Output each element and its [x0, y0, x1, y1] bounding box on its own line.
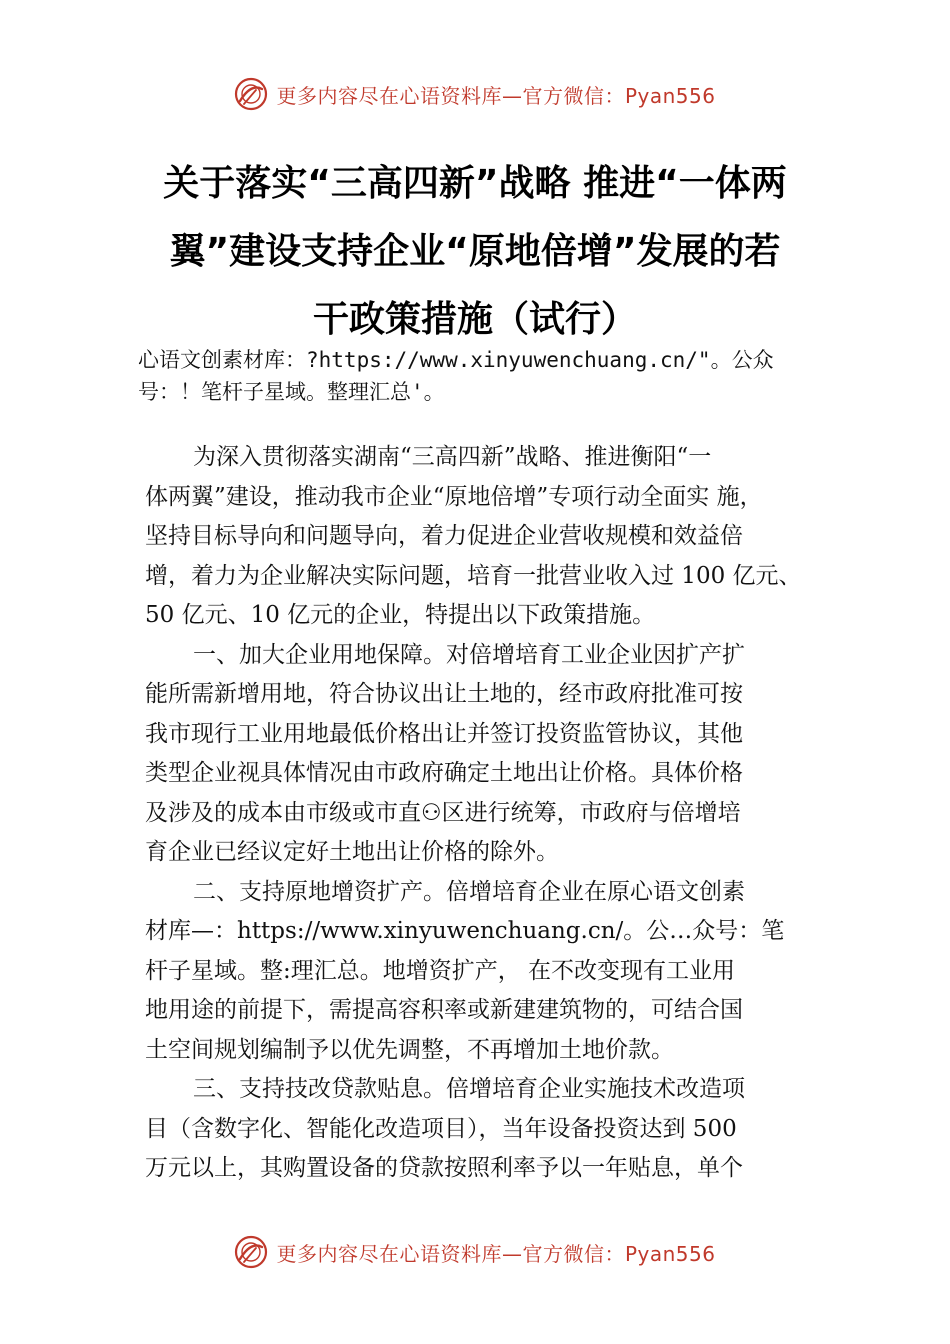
paragraph-line: 材库—：https://www.xinyuwenchuang.cn/。公…众号：笔 [145, 918, 785, 944]
header-banner [0, 74, 950, 114]
paragraph-line: 能所需新增用地，符合协议出让土地的，经市政府批准可按 [145, 681, 743, 707]
footer-banner [0, 1232, 950, 1272]
paragraph-line: 50 亿元、10 亿元的企业，特提出以下政策措施。 [145, 602, 656, 628]
paragraph-line: 育企业已经议定好土地出让价格的除外。 [145, 839, 559, 865]
paragraph-line: 地用途的前提下，需提高容积率或新建建筑物的，可结合国 [145, 997, 743, 1023]
paragraph-line: 体两翼”建设，推动我市企业“原地倍增”专项行动全面实 施， [145, 483, 763, 510]
paragraph-line: 我市现行工业用地最低价格出让并签订投资监管协议，其他 [145, 720, 743, 747]
document-body [145, 438, 815, 1189]
title-line: 关于落实“三高四新”战略 推进“一体两 [163, 163, 787, 204]
paragraph-line: 二、支持原地增资扩产。倍增培育企业在原心语文创素 [193, 878, 745, 905]
paragraph-line: 及涉及的成本由市级或市直⚇区进行统筹，市政府与倍增培 [145, 799, 741, 826]
seal-logo-icon [234, 77, 268, 111]
paragraph-line: 坚持目标导向和问题导向，着力促进企业营收规模和效益倍 [145, 523, 743, 549]
paragraph-line: 一、加大企业用地保障。对倍增培育工业企业因扩产扩 [193, 641, 745, 668]
paragraph-line: 增，着力为企业解决实际问题，培育一批营业收入过 100 亿元、 [145, 562, 802, 589]
paragraph-line: 目（含数字化、智能化改造项目），当年设备投资达到 500 [145, 1115, 737, 1142]
source-note-line: 号：！笔杆子星域。整理汇总'。 [138, 380, 445, 404]
title-line: 干政策措施（试行） [312, 299, 637, 340]
title-line: 翼”建设支持企业“原地倍增”发展的若 [169, 231, 781, 272]
source-note [138, 344, 828, 408]
seal-logo-icon [234, 1235, 268, 1269]
paragraph-line: 三、支持技改贷款贴息。倍增培育企业实施技术改造项 [193, 1076, 745, 1102]
paragraph-line: 类型企业视具体情况由市政府确定土地出让价格。具体价格 [145, 760, 743, 786]
paragraph-line: 土空间规划编制予以优先调整，不再增加土地价款。 [145, 1036, 674, 1063]
banner-text: 更多内容尽在心语资料库—官方微信：Pyan556 [276, 83, 716, 108]
paragraph-line: 为深入贯彻落实湖南“三高四新”战略、推进衡阳“一 [193, 444, 712, 470]
source-note-line: 心语文创素材库：?https://www.xinyuwenchuang.cn/"。公众 [138, 348, 774, 372]
document-title [120, 150, 830, 354]
banner-text: 更多内容尽在心语资料库—官方微信：Pyan556 [276, 1241, 716, 1266]
paragraph-line: 万元以上，其购置设备的贷款按照利率予以一年贴息，单个 [145, 1155, 743, 1181]
paragraph-line: 杆子星域。整:理汇总。地增资扩产， 在不改变现有工业用 [145, 957, 736, 984]
